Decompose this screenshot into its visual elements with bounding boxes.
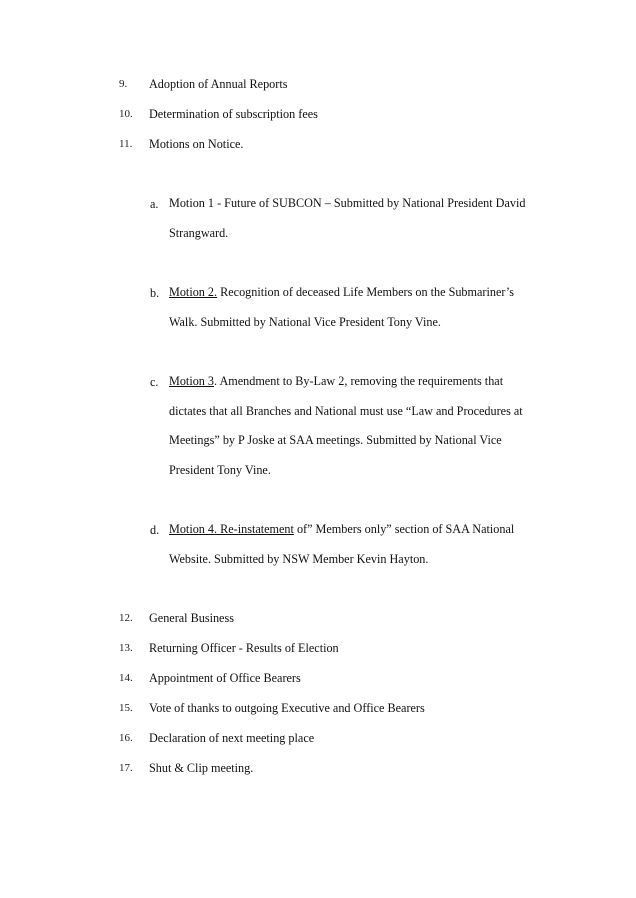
- motion-line: [169, 278, 554, 308]
- item-text: Declaration of next meeting place: [149, 731, 315, 745]
- item-number: 14.: [119, 672, 133, 684]
- motion-text: Walk. Submitted by National Vice President Tony Vine.: [169, 314, 441, 329]
- motion-letter: b.: [150, 286, 160, 300]
- motion-body: [169, 515, 554, 574]
- motion-text: Website. Submitted by NSW Member Kevin Hayton.: [169, 551, 429, 566]
- motion-text: . Amendment to By-Law 2, removing the requirements that: [214, 374, 504, 389]
- motion-body: [169, 367, 554, 485]
- motion-text: Motion 1 - Future of SUBCON – Submitted by National President David: [169, 196, 526, 211]
- item-text: Motions on Notice.: [149, 137, 244, 151]
- item-text: Vote of thanks to outgoing Executive and Office Bearers: [149, 701, 425, 715]
- motion-text: Recognition of deceased Life Members on the Submariner’s: [217, 285, 515, 300]
- motion-body: [169, 278, 554, 337]
- motion-text: President Tony Vine.: [169, 462, 271, 477]
- motion-title-underlined: Motion 3: [169, 374, 215, 389]
- item-number: 12.: [119, 612, 133, 624]
- motion-line: [169, 426, 554, 456]
- motion-line: [169, 545, 554, 575]
- motion-line: [169, 189, 554, 219]
- motion-body: [169, 189, 554, 248]
- motion-line: [169, 308, 554, 338]
- motion-text: Strangward.: [169, 225, 229, 240]
- item-text: Determination of subscription fees: [149, 107, 318, 121]
- motion-title-underlined: Motion 4. Re-instatement: [169, 522, 294, 537]
- motion-line: [169, 219, 554, 249]
- motion-line: [169, 456, 554, 486]
- motion-line: [169, 367, 554, 397]
- item-number: 13.: [119, 642, 133, 654]
- motion-line: [169, 397, 554, 427]
- item-number: 15.: [119, 702, 133, 714]
- item-number: 11.: [119, 138, 133, 150]
- item-number: 10.: [119, 108, 133, 120]
- item-number: 16.: [119, 732, 133, 744]
- item-text: Shut & Clip meeting.: [149, 761, 254, 775]
- motion-letter: a.: [150, 197, 159, 211]
- motion-text: Meetings” by P Joske at SAA meetings. Submitted by National Vice: [169, 433, 502, 448]
- motion-title-underlined: Motion 2.: [169, 285, 218, 300]
- motion-text: of” Members only” section of SAA National: [293, 522, 515, 537]
- item-text: General Business: [149, 611, 234, 625]
- item-text: Appointment of Office Bearers: [149, 671, 301, 685]
- motion-text: dictates that all Branches and National must use “Law and Procedures at: [169, 403, 523, 418]
- motion-letter: d.: [150, 523, 160, 537]
- item-text: Adoption of Annual Reports: [149, 77, 288, 91]
- item-number: 9.: [119, 78, 128, 90]
- motion-letter: c.: [150, 375, 159, 389]
- item-text: Returning Officer - Results of Election: [149, 641, 339, 655]
- motion-line: [169, 515, 554, 545]
- item-number: 17.: [119, 762, 133, 774]
